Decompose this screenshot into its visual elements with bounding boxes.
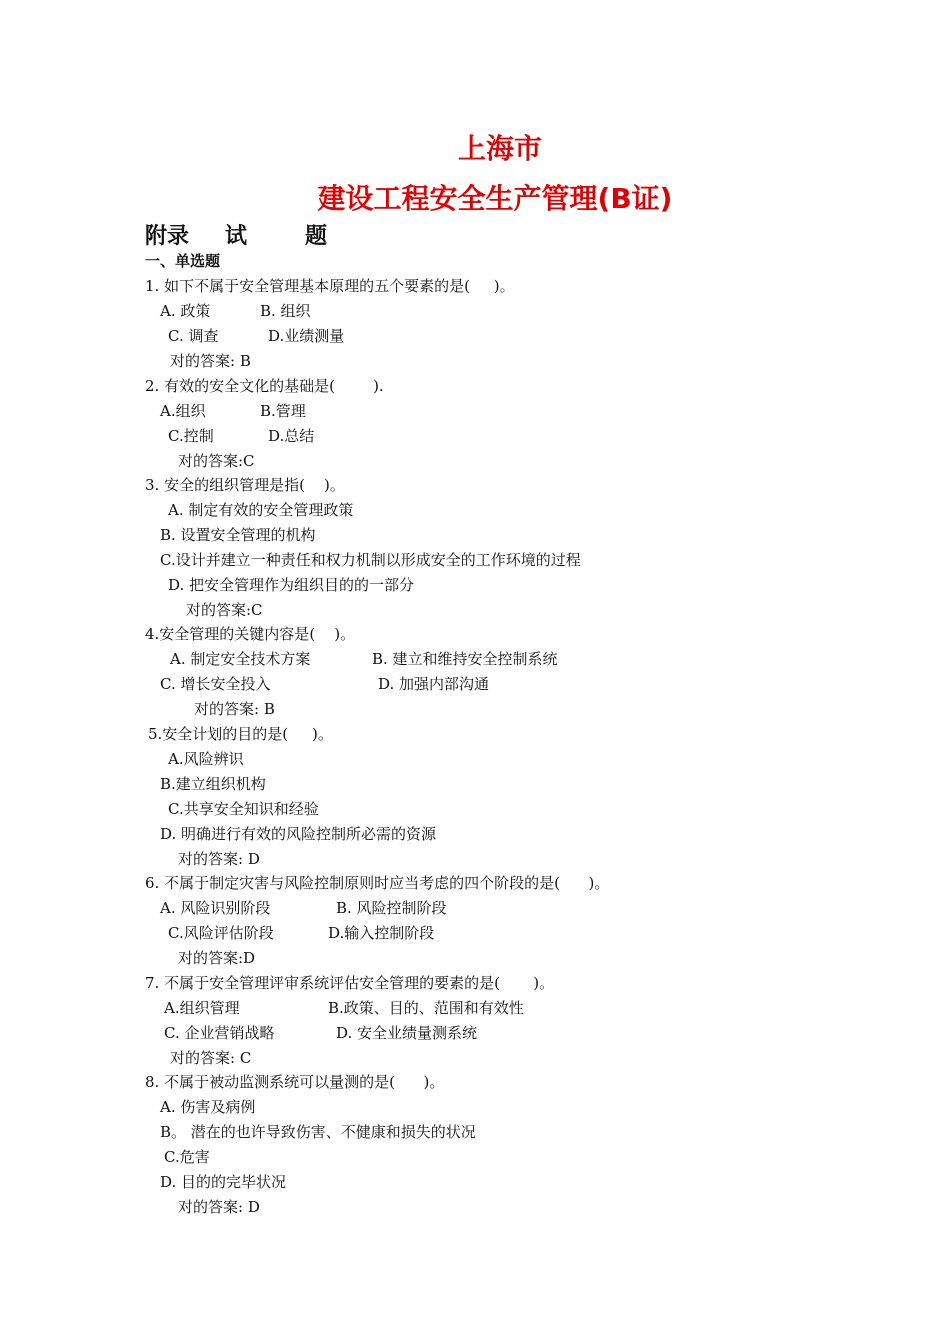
question-5-answer: 对的答案: D: [178, 850, 260, 868]
question-4-stem: 4.安全管理的关键内容是( )。: [145, 625, 356, 643]
question-7-option-b: B.政策、目的、范围和有效性: [328, 999, 524, 1017]
question-4-option-b: B. 建立和维持安全控制系统: [372, 650, 558, 668]
appendix-word-1: 附录: [145, 224, 190, 249]
question-1-option-c: C. 调查: [168, 327, 219, 345]
document-title-main: 建设工程安全生产管理(B证): [317, 182, 673, 215]
question-6-option-a: A. 风险识别阶段: [160, 899, 271, 917]
question-3-answer: 对的答案:C: [186, 601, 263, 619]
section-heading: 一、单选题: [145, 252, 221, 270]
question-3-option-c: C.设计并建立一种责任和权力机制以形成安全的工作环境的过程: [160, 551, 581, 569]
question-7-option-a: A.组织管理: [164, 999, 240, 1017]
question-2-stem: 2. 有效的安全文化的基础是( ).: [145, 377, 384, 395]
question-7-option-c: C. 企业营销战略: [164, 1024, 275, 1042]
question-8-option-d: D. 目的的完毕状况: [160, 1173, 287, 1191]
question-2-answer: 对的答案:C: [178, 452, 255, 470]
question-1-option-a: A. 政策: [160, 302, 211, 320]
question-3-option-d: D. 把安全管理作为组织目的的一部分: [168, 576, 415, 594]
question-7-answer: 对的答案: C: [170, 1049, 252, 1067]
appendix-word-2: 试: [225, 224, 248, 249]
question-5-option-c: C.共享安全知识和经验: [168, 800, 319, 818]
question-6-stem: 6. 不属于制定灾害与风险控制原则时应当考虑的四个阶段的是( )。: [145, 874, 610, 892]
question-2-option-d: D.总结: [268, 427, 315, 445]
appendix-word-3: 题: [305, 224, 328, 249]
question-8-stem: 8. 不属于被动监测系统可以量测的是( )。: [145, 1073, 445, 1091]
question-6-option-b: B. 风险控制阶段: [336, 899, 447, 917]
question-4-answer: 对的答案: B: [194, 700, 275, 718]
question-2-option-c: C.控制: [168, 427, 214, 445]
question-3-stem: 3. 安全的组织管理是指( )。: [145, 476, 345, 494]
question-8-answer: 对的答案: D: [178, 1198, 260, 1216]
question-7-stem: 7. 不属于安全管理评审系统评估安全管理的要素的是( )。: [145, 974, 555, 992]
question-1-answer: 对的答案: B: [170, 352, 251, 370]
document-title-city: 上海市: [457, 132, 542, 165]
appendix-heading: [145, 222, 327, 252]
question-2-option-a: A.组织: [160, 402, 206, 420]
question-4-option-d: D. 加强内部沟通: [378, 675, 490, 693]
question-5-option-d: D. 明确进行有效的风险控制所必需的资源: [160, 825, 437, 843]
question-5-stem: 5.安全计划的目的是( )。: [148, 725, 333, 743]
question-1-stem: 1. 如下不属于安全管理基本原理的五个要素的是( )。: [145, 277, 515, 295]
question-2-option-b: B.管理: [260, 402, 306, 420]
question-4-option-c: C. 增长安全投入: [160, 675, 271, 693]
question-5-option-b: B.建立组织机构: [160, 775, 266, 793]
question-8-option-c: C.危害: [164, 1148, 210, 1166]
question-8-option-a: A. 伤害及病例: [160, 1098, 256, 1116]
question-4-option-a: A. 制定安全技术方案: [170, 650, 311, 668]
question-1-option-b: B. 组织: [260, 302, 311, 320]
question-6-option-d: D.输入控制阶段: [328, 924, 435, 942]
question-3-option-b: B. 设置安全管理的机构: [160, 526, 316, 544]
question-1-option-d: D.业绩测量: [268, 327, 345, 345]
question-6-answer: 对的答案:D: [178, 949, 256, 967]
question-8-option-b: B。 潜在的也许导致伤害、不健康和损失的状况: [160, 1123, 476, 1141]
question-3-option-a: A. 制定有效的安全管理政策: [168, 501, 354, 519]
question-6-option-c: C.风险评估阶段: [168, 924, 274, 942]
question-7-option-d: D. 安全业绩量测系统: [336, 1024, 478, 1042]
question-5-option-a: A.风险辨识: [168, 750, 244, 768]
